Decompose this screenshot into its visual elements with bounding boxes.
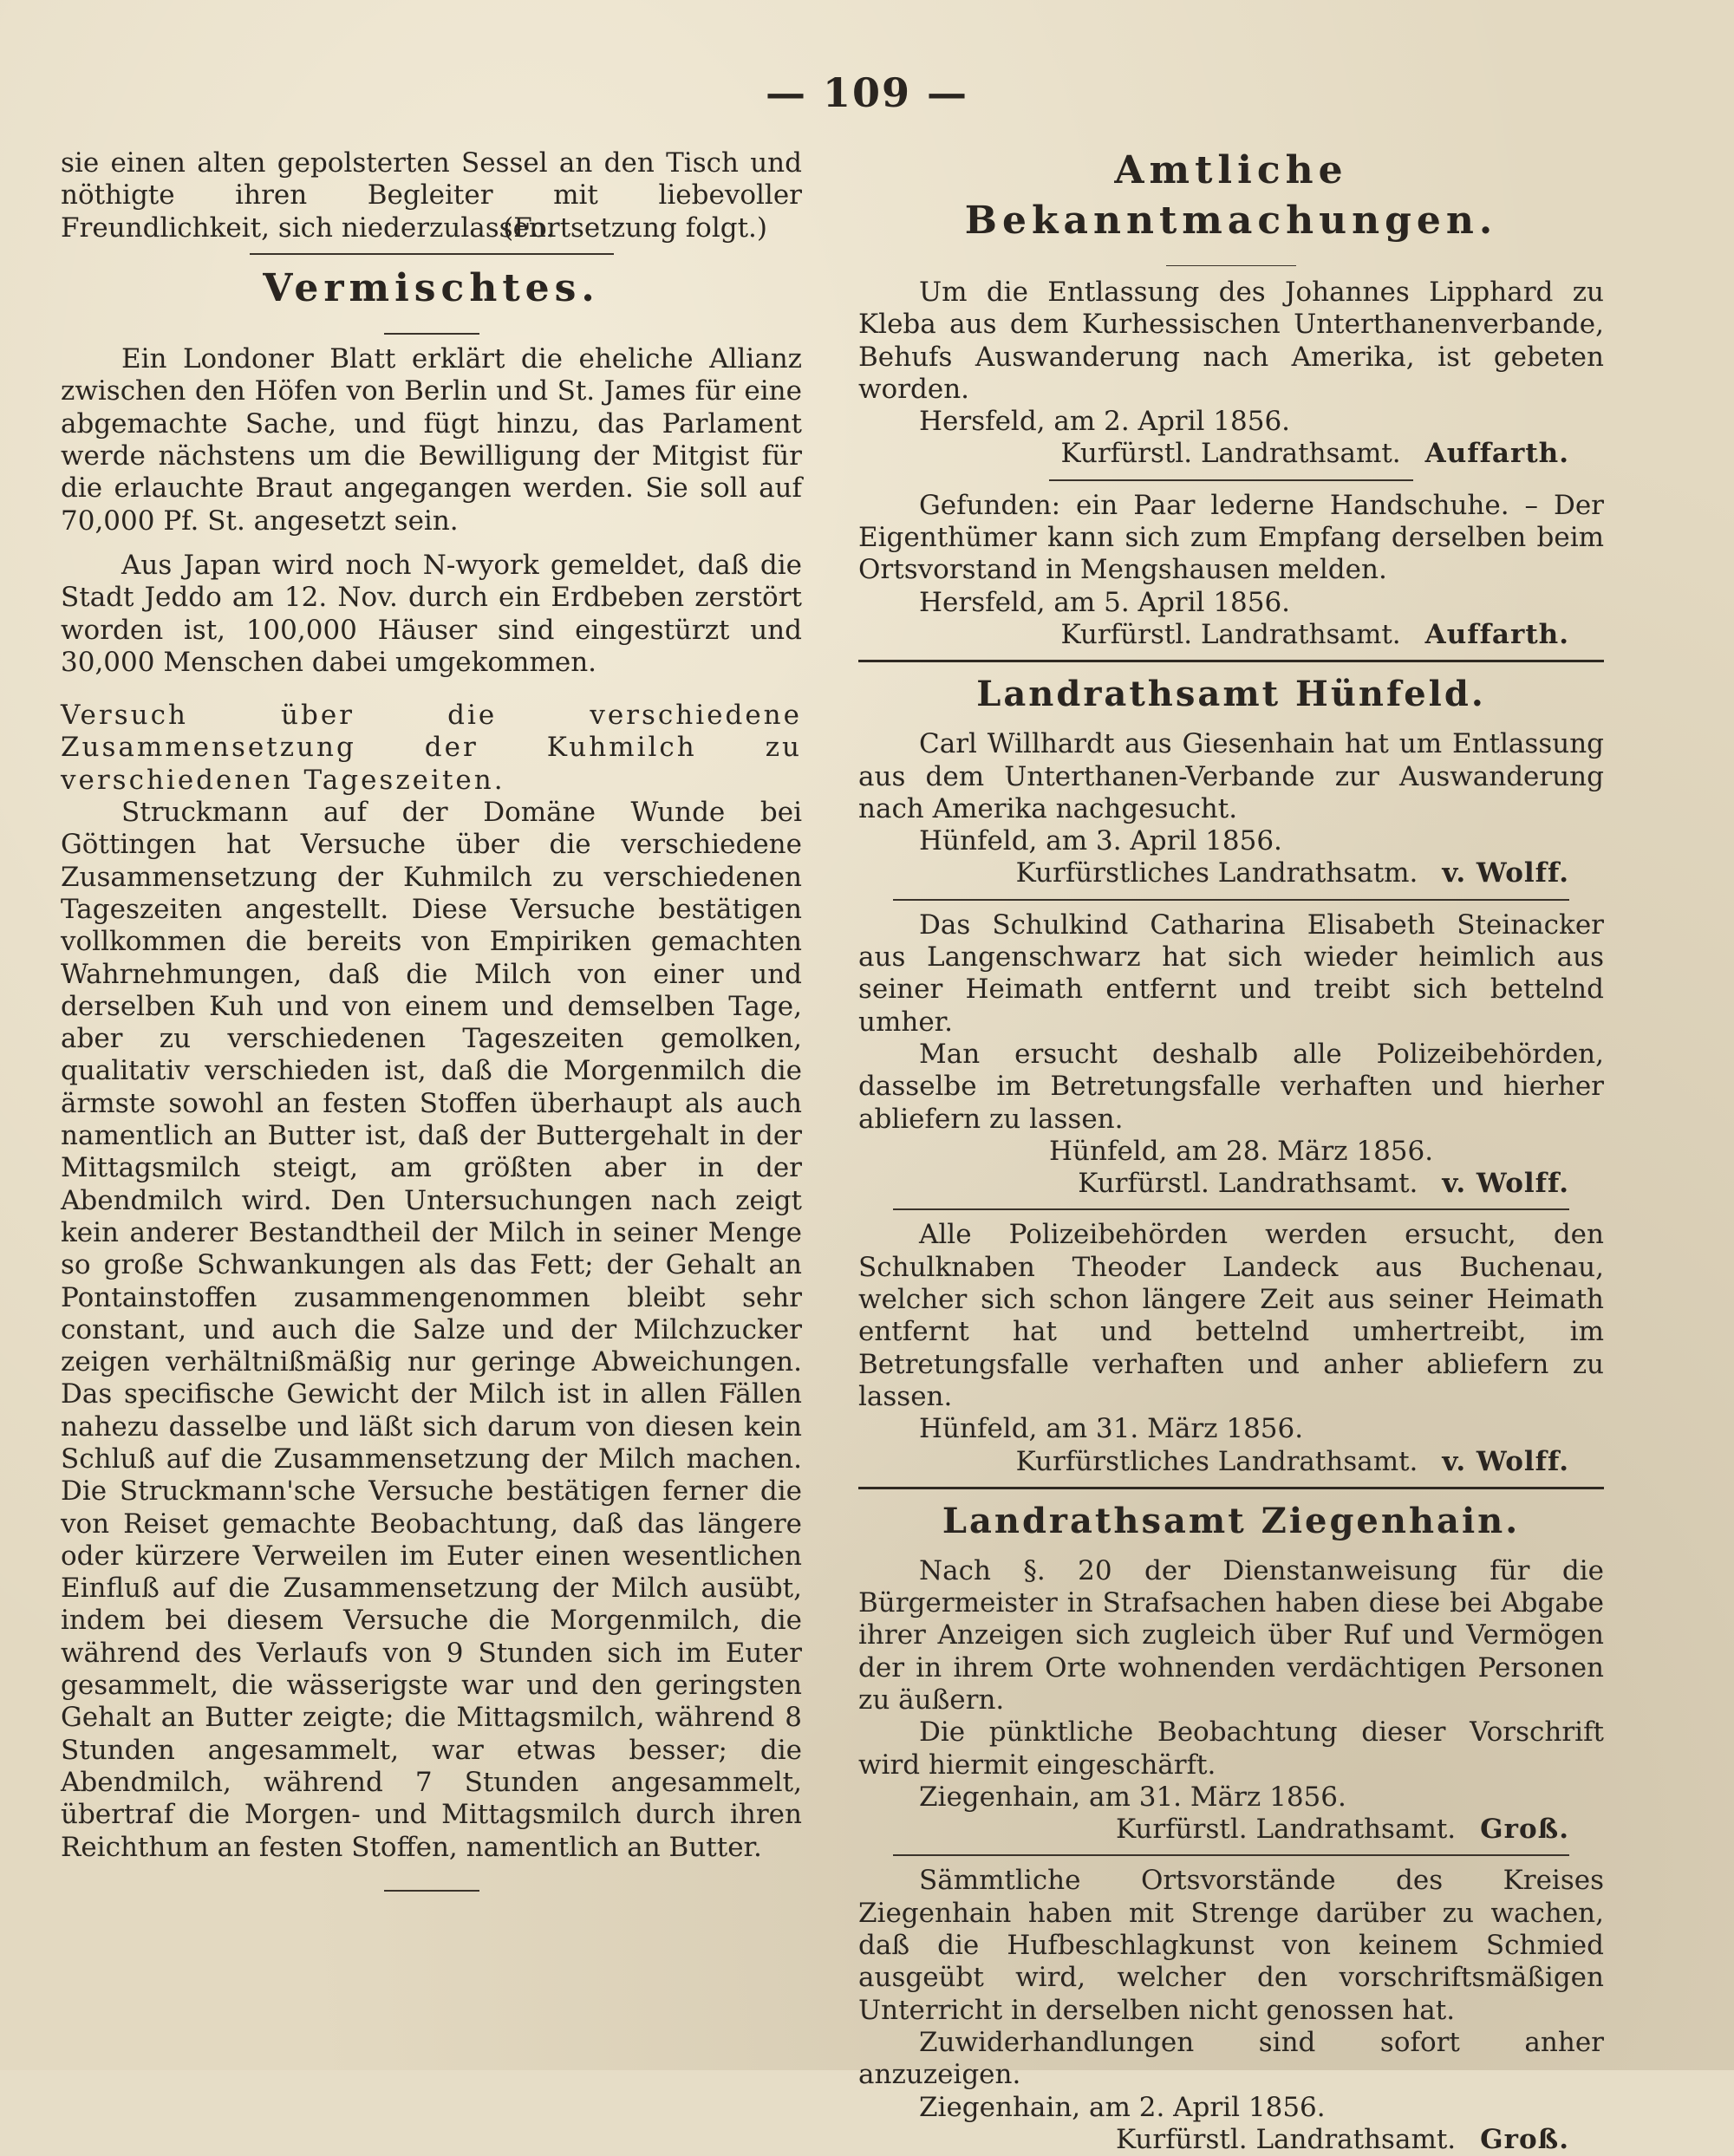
- article-milk-title: Versuch über die verschiedene Zusammensetzung der Kuhmilch zu verschiedenen Tageszeiten.: [61, 700, 802, 796]
- signatory-name: v. Wolff.: [1442, 1445, 1569, 1477]
- notice-steinacker-request: Man ersucht deshalb alle Polizeibehörden, dasselbe im Betretungsfalle verhaften und hierher abliefern zu lassen.: [858, 1038, 1604, 1135]
- notice-place-date: Hünfeld, am 28. März 1856.: [1049, 1135, 1434, 1167]
- signatory-name: Groß.: [1480, 2123, 1569, 2155]
- notice-hufbeschlag-b: Zuwiderhandlungen sind sofort anher anzuzeigen.: [858, 2026, 1604, 2091]
- notice-place-date: Hünfeld, am 3. April 1856.: [919, 825, 1282, 857]
- notice-signature: [858, 1446, 1604, 1478]
- spacer: [61, 537, 802, 550]
- notice-steinacker: Das Schulkind Catharina Elisabeth Steinacker aus Langenschwarz hat sich wieder heimlich aus seiner Heimath entfernt und treibt sich bettelnd umher.: [858, 909, 1604, 1038]
- section-divider: [858, 1487, 1604, 1489]
- section-divider: [858, 660, 1604, 662]
- notice-signature: [858, 1168, 1604, 1200]
- notice-signature: [858, 619, 1604, 651]
- office-label: Kurfürstl. Landrathsamt.: [1060, 618, 1401, 650]
- signatory-name: Auffarth.: [1424, 438, 1569, 470]
- article-japan-earthquake: Aus Japan wird noch N-wyork gemeldet, daß die Stadt Jeddo am 12. Nov. durch ein Erdbeben zerstört worden ist, 100,000 Häuser sind eingestürzt und 30,000 Menschen dabei umgekommen.: [61, 549, 802, 678]
- article-london-alliance: Ein Londoner Blatt erklärt die eheliche Allianz zwischen den Höfen von Berlin und St. James für eine abgemachte Sache, und fügt hinzu, das Parlament werde nächstens um die Bewilligung der Mitgist für die erlauchte Braut angegangen werden. Sie soll auf 70,000 Pf. St. angesetzt sein.: [61, 343, 802, 537]
- notice-signature: [858, 2124, 1604, 2156]
- office-label: Kurfürstliches Landrathsamt.: [1015, 1445, 1418, 1477]
- office-label: Kurfürstl. Landrathsamt.: [1115, 1814, 1457, 1846]
- section-heading-amtliche: Amtliche Bekanntmachungen.: [964, 148, 1498, 243]
- section-heading-ziegenhain: Landrathsamt Ziegenhain.: [942, 1500, 1521, 1541]
- office-label: Kurfürstliches Landrathsatm.: [1015, 857, 1418, 889]
- notice-divider: [893, 1208, 1569, 1210]
- notice-gloves-found: Gefunden: ein Paar lederne Handschuhe. – Der Eigenthümer kann sich zum Empfang derselben beim Ortsvorstand in Mengshausen melden.: [858, 489, 1604, 586]
- section-divider: [250, 253, 614, 255]
- continuation-note: (Fortsetzung folgt.): [503, 212, 767, 244]
- notice-signature: [858, 857, 1604, 889]
- notice-place-date: Hersfeld, am 5. April 1856.: [919, 586, 1291, 618]
- left-column: [61, 147, 802, 1900]
- notice-place-date: Hersfeld, am 2. April 1856.: [919, 406, 1291, 438]
- heading-underline: [384, 333, 479, 335]
- continued-story-text: sie einen alten gepolsterten Sessel an den Tisch und nöthigte ihren Begleiter mit liebevoller Freundlichkeit, sich niederzulassen.: [61, 147, 802, 244]
- signatory-name: v. Wolff.: [1442, 1168, 1569, 1200]
- page-number: — 109 —: [765, 69, 969, 116]
- office-label: Kurfürstl. Landrathsamt.: [1078, 1168, 1418, 1200]
- notice-hufbeschlag: Sämmtliche Ortsvorstände des Kreises Ziegenhain haben mit Strenge darüber zu wachen, daß die Hufbeschlagkunst von keinem Schmied ausgeübt wird, welcher den vorschriftsmäßigen Unterricht in derselben nicht genossen hat.: [858, 1865, 1604, 2026]
- spacer: [61, 679, 802, 700]
- signatory-name: Auffarth.: [1424, 618, 1569, 650]
- notice-dienstanweisung: Nach §. 20 der Dienstanweisung für die Bürgermeister in Strafsachen haben diese bei Abgabe ihrer Anzeigen sich zugleich über Ruf und Vermögen der in ihrem Orte wohnenden verdächtigen Personen zu äußern.: [858, 1554, 1604, 1716]
- notice-divider: [893, 1854, 1569, 1856]
- notice-willhardt: Carl Willhardt aus Giesenhain hat um Entlassung aus dem Unterthanen-Verbande zur Auswanderung nach Amerika nachgesucht.: [858, 728, 1604, 824]
- office-label: Kurfürstl. Landrathsamt.: [1060, 438, 1401, 470]
- notice-divider: [1049, 479, 1413, 481]
- section-heading-huenfeld: Landrathsamt Hünfeld.: [976, 674, 1486, 715]
- notice-place-date: Ziegenhain, am 31. März 1856.: [919, 1781, 1346, 1813]
- notice-divider: [893, 899, 1569, 901]
- notice-lipphard: Um die Entlassung des Johannes Lipphard zu Kleba aus dem Kurhessischen Unterthanenverbande, Behufs Auswanderung nach Amerika, ist gebeten worden.: [858, 277, 1604, 405]
- end-divider: [384, 1890, 479, 1892]
- notice-landeck: Alle Polizeibehörden werden ersucht, den Schulknaben Theoder Landeck aus Buchenau, welcher sich schon längere Zeit aus seiner Heimath entfernt hat und bettelnd umhertreibt, im Betretungsfalle verhaften und anher abliefern zu lassen.: [858, 1219, 1604, 1412]
- office-label: Kurfürstl. Landrathsamt.: [1115, 2123, 1457, 2155]
- notice-place-date: Ziegenhain, am 2. April 1856.: [919, 2091, 1326, 2123]
- heading-underline: [1166, 265, 1296, 266]
- notice-place-date: Hünfeld, am 31. März 1856.: [919, 1413, 1304, 1445]
- signatory-name: v. Wolff.: [1442, 857, 1569, 889]
- article-milk-body: Struckmann auf der Domäne Wunde bei Göttingen hat Versuche über die verschiedene Zusammensetzung der Kuhmilch zu verschiedenen Tageszeiten angestellt. Diese Versuche bestätigen vollkommen die bereits von Empiriken gemachten Wahrnehmungen, daß die Milch von einer und derselben Kuh und von einem und demselben Tage, aber zu verschiedenen Tageszeiten gemolken, qualitativ verschieden ist, daß die Morgenmilch die ärmste sowohl an festen Stoffen überhaupt als auch namentlich an Butter ist, daß der Buttergehalt in der Mittagsmilch steigt, am größten aber in der Abendmilch wird. Den Untersuchungen nach zeigt kein anderer Bestandtheil der Milch in seiner Menge so große Schwankungen als das Fett; der Gehalt an Pontainstoffen zusammengenommen bleibt sehr constant, und auch die Salze und der Milchzucker zeigen verhältnißmäßig nur geringe Abweichungen. Das specifische Gewicht der Milch ist in allen Fällen nahezu dasselbe und läßt sich darum von diesen kein Schluß auf die Zusammensetzung der Milch machen. Die Struckmann'sche Versuche bestätigen ferner die von Reiset gemachte Beobachtung, daß das längere oder kürzere Verweilen im Euter einen wesentlichen Einfluß auf die Zusammensetzung der Milch ausübt, indem bei diesem Versuche die Morgenmilch, die während des Verlaufs von 9 Stunden sich im Euter gesammelt, die wässerigste war und den geringsten Gehalt an Butter zeigte; die Mittagsmilch, während 8 Stunden angesammelt, war etwas besser; die Abendmilch, während 7 Stunden angesammelt, übertraf die Morgen- und Mittagsmilch durch ihren Reichthum an festen Stoffen, namentlich an Butter.: [61, 797, 802, 1863]
- right-column: [858, 147, 1604, 2156]
- notice-signature: [858, 1814, 1604, 1846]
- notice-signature: [858, 438, 1604, 470]
- signatory-name: Groß.: [1480, 1814, 1569, 1846]
- section-heading-vermischtes: Vermischtes.: [263, 266, 600, 311]
- notice-dienstanweisung-b: Die pünktliche Beobachtung dieser Vorschrift wird hiermit eingeschärft.: [858, 1716, 1604, 1781]
